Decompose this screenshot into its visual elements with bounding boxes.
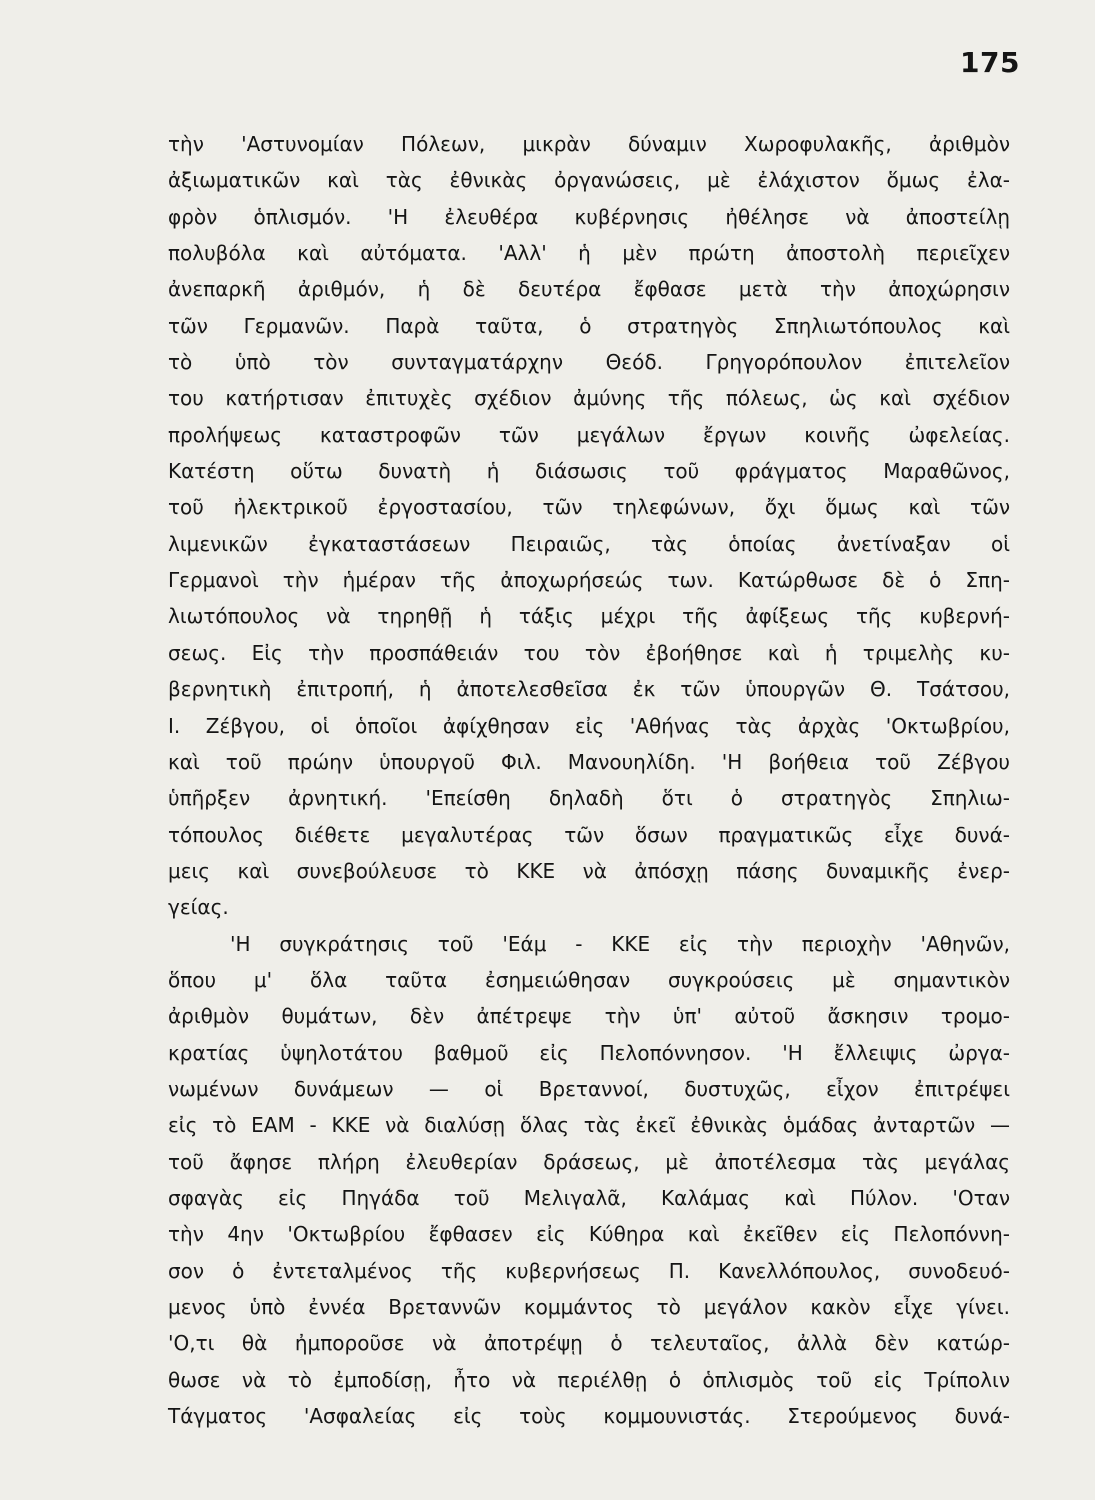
- text-line: τόπουλος διέθετε μεγαλυτέρας τῶν ὅσων πραγματικῶς εἶχε δυνά-: [168, 822, 1010, 847]
- text-line: Ι. Ζέβγου, οἱ ὁποῖοι ἀφίχθησαν εἰς 'Αθήνας τὰς ἀρχὰς 'Οκτωβρίου,: [168, 713, 1010, 738]
- text-line: νωμένων δυνάμεων — οἱ Βρεταννοί, δυστυχῶς, εἶχον ἐπιτρέψει: [168, 1076, 1010, 1101]
- text-line: προλήψεως καταστροφῶν τῶν μεγάλων ἔργων κοινῆς ὠφελείας.: [168, 422, 1010, 447]
- text-line: ὑπῆρξεν ἀρνητική. 'Επείσθη δηλαδὴ ὅτι ὁ στρατηγὸς Σπηλιω-: [168, 786, 1010, 811]
- text-line: μεις καὶ συνεβούλευσε τὸ ΚΚΕ νὰ ἀπόσχῃ πάσης δυναμικῆς ἐνερ-: [168, 858, 1010, 883]
- paragraph-end-line: γείας.: [168, 895, 229, 920]
- text-line: τὸ ὑπὸ τὸν συνταγματάρχην Θεόδ. Γρηγορόπουλον ἐπιτελεῖον: [168, 350, 1010, 375]
- text-line: ἀριθμὸν θυμάτων, δὲν ἀπέτρεψε τὴν ὑπ' αὐτοῦ ἄσκησιν τρομο-: [168, 1004, 1010, 1029]
- text-line: ὅπου μ' ὅλα ταῦτα ἐσημειώθησαν συγκρούσεις μὲ σημαντικὸν: [168, 967, 1010, 992]
- text-line: Τάγματος 'Ασφαλείας εἰς τοὺς κομμουνιστάς. Στερούμενος δυνά-: [168, 1404, 1010, 1429]
- text-line: του κατήρτισαν ἐπιτυχὲς σχέδιον ἀμύνης τῆς πόλεως, ὡς καὶ σχέδιον: [168, 386, 1010, 411]
- text-line: λιμενικῶν ἐγκαταστάσεων Πειραιῶς, τὰς ὁποίας ἀνετίναξαν οἱ: [168, 531, 1010, 556]
- page-number: 175: [960, 46, 1020, 79]
- text-line: βερνητικὴ ἐπιτροπή, ἡ ἀποτελεσθεῖσα ἐκ τῶν ὑπουργῶν Θ. Τσάτσου,: [168, 677, 1010, 702]
- text-line: θωσε νὰ τὸ ἐμποδίσῃ, ἦτο νὰ περιέλθῃ ὁ ὁπλισμὸς τοῦ εἰς Τρίπολιν: [168, 1367, 1010, 1392]
- text-line: τῶν Γερμανῶν. Παρὰ ταῦτα, ὁ στρατηγὸς Σπηλιωτόπουλος καὶ: [168, 313, 1010, 338]
- text-line: πολυβόλα καὶ αὐτόματα. 'Αλλ' ἡ μὲν πρώτη ἀποστολὴ περιεῖχεν: [168, 241, 1010, 266]
- text-line: τὴν 4ην 'Οκτωβρίου ἔφθασεν εἰς Κύθηρα καὶ ἐκεῖθεν εἰς Πελοπόννη-: [168, 1222, 1010, 1247]
- text-line: σεως. Εἰς τὴν προσπάθειάν του τὸν ἐβοήθησε καὶ ἡ τριμελὴς κυ-: [168, 640, 1010, 665]
- text-line: τοῦ ἄφησε πλήρη ἐλευθερίαν δράσεως, μὲ ἀποτέλεσμα τὰς μεγάλας: [168, 1149, 1010, 1174]
- text-line: κρατίας ὑψηλοτάτου βαθμοῦ εἰς Πελοπόννησον. 'Η ἔλλειψις ὠργα-: [168, 1040, 1010, 1065]
- text-line: μενος ὑπὸ ἐννέα Βρεταννῶν κομμάντος τὸ μεγάλον κακὸν εἶχε γίνει.: [168, 1295, 1010, 1319]
- text-line: φρὸν ὁπλισμόν. 'Η ἐλευθέρα κυβέρνησις ἠθέλησε νὰ ἀποστείλῃ: [168, 204, 1010, 229]
- text-line: Γερμανοὶ τὴν ἡμέραν τῆς ἀποχωρήσεώς των. Κατώρθωσε δὲ ὁ Σπη-: [168, 568, 1010, 593]
- text-line: σον ὁ ἐντεταλμένος τῆς κυβερνήσεως Π. Κανελλόπουλος, συνοδευό-: [168, 1258, 1010, 1283]
- text-line: τοῦ ἠλεκτρικοῦ ἐργοστασίου, τῶν τηλεφώνων, ὄχι ὅμως καὶ τῶν: [168, 495, 1010, 520]
- text-line: σφαγὰς εἰς Πηγάδα τοῦ Μελιγαλᾶ, Καλάμας καὶ Πύλον. 'Οταν: [168, 1185, 1010, 1210]
- text-line: εἰς τὸ ΕΑΜ - ΚΚΕ νὰ διαλύσῃ ὅλας τὰς ἐκεῖ ἐθνικὰς ὁμάδας ἀνταρτῶν —: [168, 1113, 1010, 1138]
- body-text: [168, 126, 1010, 1434]
- text-line: Κατέστη οὕτω δυνατὴ ἡ διάσωσις τοῦ φράγματος Μαραθῶνος,: [168, 459, 1010, 484]
- text-line: ἀνεπαρκῆ ἀριθμόν, ἡ δὲ δευτέρα ἔφθασε μετὰ τὴν ἀποχώρησιν: [168, 277, 1010, 302]
- text-line: ἀξιωματικῶν καὶ τὰς ἐθνικὰς ὀργανώσεις, μὲ ἐλάχιστον ὅμως ἐλα-: [168, 168, 1010, 193]
- text-line: τὴν 'Αστυνομίαν Πόλεων, μικρὰν δύναμιν Χωροφυλακῆς, ἀριθμὸν: [168, 132, 1010, 156]
- text-line: λιωτόπουλος νὰ τηρηθῇ ἡ τάξις μέχρι τῆς ἀφίξεως τῆς κυβερνή-: [168, 604, 1010, 629]
- text-line: 'Ο,τι θὰ ἠμποροῦσε νὰ ἀποτρέψῃ ὁ τελευταῖος, ἀλλὰ δὲν κατώρ-: [168, 1331, 1010, 1356]
- text-line: καὶ τοῦ πρώην ὑπουργοῦ Φιλ. Μανουηλίδη. 'Η βοήθεια τοῦ Ζέβγου: [168, 749, 1010, 774]
- paragraph-start-line: 'Η συγκράτησις τοῦ 'Εάμ - ΚΚΕ εἰς τὴν περιοχὴν 'Αθηνῶν,: [230, 931, 1010, 956]
